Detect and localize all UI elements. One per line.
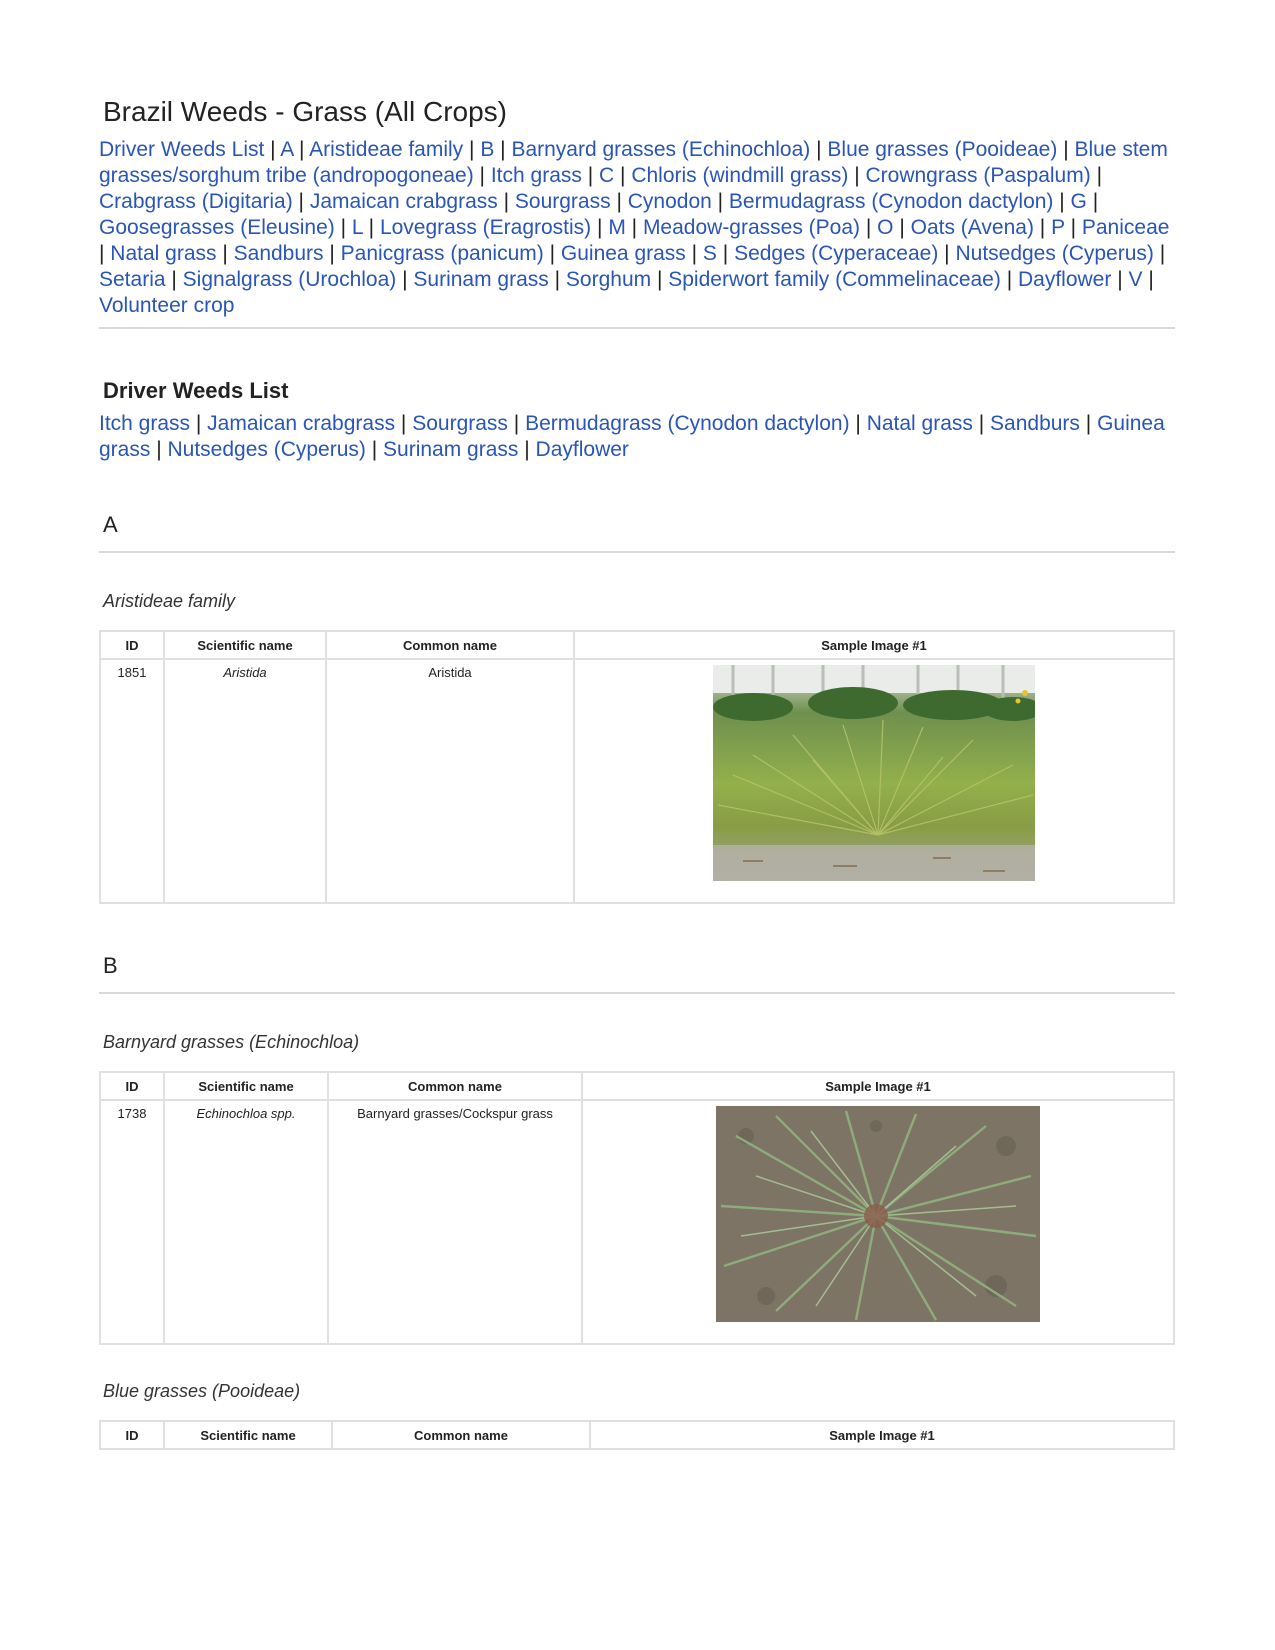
group-heading-blue-grasses: Blue grasses (Pooideae) — [103, 1381, 301, 1401]
link-separator: | — [893, 216, 911, 239]
weeds-table-barnyard — [99, 1071, 1175, 1345]
nav-link[interactable]: Itch grass — [99, 412, 196, 435]
column-header-common: Common name — [328, 1072, 582, 1100]
link-separator: | — [365, 438, 384, 461]
nav-link[interactable]: P — [1051, 216, 1065, 239]
section-nav — [99, 137, 1175, 319]
link-separator: | — [396, 268, 414, 291]
column-header-common: Common name — [332, 1421, 590, 1449]
nav-link[interactable]: Crowngrass (Paspalum) — [865, 164, 1091, 187]
link-separator: | — [1053, 190, 1071, 213]
page-title: Brazil Weeds - Grass (All Crops) — [103, 96, 508, 127]
echinochloa-photo[interactable] — [716, 1106, 1040, 1322]
link-separator: | — [507, 412, 526, 435]
nav-link[interactable]: Blue grasses (Pooideae) — [827, 138, 1058, 161]
nav-link[interactable]: Crabgrass (Digitaria) — [99, 190, 293, 213]
link-separator: | — [1090, 164, 1103, 187]
link-separator: | — [1142, 268, 1154, 291]
link-separator: | — [938, 242, 956, 265]
nav-link[interactable]: C — [599, 164, 615, 187]
section-letter-a: A — [103, 512, 118, 537]
nav-link[interactable]: Spiderwort family (Commelinaceae) — [668, 268, 1001, 291]
link-separator: | — [323, 242, 341, 265]
nav-link[interactable]: Cynodon — [627, 190, 712, 213]
nav-link[interactable]: M — [608, 216, 626, 239]
nav-link[interactable]: Guinea grass — [99, 412, 1165, 461]
link-separator: | — [497, 190, 515, 213]
link-separator: | — [587, 164, 600, 187]
nav-link[interactable]: Surinam grass — [413, 268, 549, 291]
nav-link[interactable]: V — [1128, 268, 1143, 291]
weeds-table-blue-grasses — [99, 1420, 1175, 1450]
link-separator: | — [473, 164, 491, 187]
nav-link[interactable]: Lovegrass (Eragrostis) — [379, 216, 592, 239]
link-separator: | — [848, 164, 866, 187]
cell-common-name: Barnyard grasses/Cockspur grass — [328, 1100, 582, 1344]
column-header-id: ID — [100, 1421, 164, 1449]
nav-link[interactable]: Dayflower — [535, 438, 629, 461]
column-header-common: Common name — [326, 631, 574, 659]
driver-weeds-links — [99, 411, 1175, 463]
nav-link[interactable]: Itch grass — [490, 164, 588, 187]
link-separator: | — [1057, 138, 1075, 161]
link-separator: | — [972, 412, 991, 435]
link-separator: | — [1064, 216, 1082, 239]
link-separator: | — [334, 216, 352, 239]
column-header-scientific: Scientific name — [164, 1072, 328, 1100]
link-separator: | — [165, 268, 183, 291]
nav-link[interactable]: Panicgrass (panicum) — [340, 242, 544, 265]
nav-link[interactable]: Aristideae family — [309, 138, 464, 161]
column-header-image: Sample Image #1 — [582, 1072, 1174, 1100]
nav-link[interactable]: Signalgrass (Urochloa) — [182, 268, 397, 291]
link-separator: | — [685, 242, 703, 265]
link-separator: | — [1086, 190, 1099, 213]
link-separator: | — [395, 412, 413, 435]
link-separator: | — [150, 438, 168, 461]
weeds-table-aristideae — [99, 630, 1175, 904]
link-separator: | — [651, 268, 669, 291]
column-header-image: Sample Image #1 — [590, 1421, 1174, 1449]
nav-link[interactable]: O — [877, 216, 894, 239]
driver-weeds-heading: Driver Weeds List — [103, 378, 289, 403]
link-separator: | — [810, 138, 828, 161]
cell-id: 1851 — [100, 659, 164, 903]
table-header-row — [100, 631, 1174, 659]
link-separator: | — [216, 242, 234, 265]
nav-link[interactable]: Setaria — [99, 268, 166, 291]
cell-scientific-name: Aristida — [164, 659, 326, 903]
link-separator: | — [463, 138, 481, 161]
section-letter-b: B — [103, 953, 118, 978]
link-separator: | — [293, 138, 310, 161]
column-header-id: ID — [100, 631, 164, 659]
nav-link[interactable]: Driver Weeds List — [99, 138, 265, 161]
nav-link[interactable]: Nutsedges (Cyperus) — [167, 438, 366, 461]
link-separator: | — [543, 242, 561, 265]
nav-link[interactable]: Nutsedges (Cyperus) — [955, 242, 1154, 265]
column-header-scientific: Scientific name — [164, 1421, 332, 1449]
nav-link[interactable]: Sourgrass — [514, 190, 611, 213]
nav-link[interactable]: Sorghum — [565, 268, 652, 291]
link-separator: | — [860, 216, 878, 239]
link-separator: | — [99, 242, 111, 265]
link-separator: | — [195, 412, 208, 435]
nav-link[interactable]: Natal grass — [866, 412, 973, 435]
group-heading-aristideae: Aristideae family — [103, 591, 236, 611]
link-separator: | — [711, 190, 729, 213]
link-separator: | — [362, 216, 380, 239]
table-row — [100, 1100, 1174, 1344]
cell-id: 1738 — [100, 1100, 164, 1344]
nav-link[interactable]: Meadow-grasses (Poa) — [642, 216, 861, 239]
nav-link[interactable]: Bermudagrass (Cynodon dactylon) — [525, 412, 850, 435]
nav-link[interactable]: Chloris (windmill grass) — [631, 164, 849, 187]
link-separator: | — [625, 216, 643, 239]
nav-link[interactable]: B — [480, 138, 495, 161]
content — [99, 95, 1175, 1450]
nav-link[interactable]: Natal grass — [110, 242, 217, 265]
nav-link[interactable]: Dayflower — [1017, 268, 1112, 291]
table-header-row — [100, 1072, 1174, 1100]
link-separator: | — [264, 138, 281, 161]
link-separator: | — [1153, 242, 1166, 265]
link-separator: | — [494, 138, 512, 161]
nav-link[interactable]: A — [280, 138, 294, 161]
nav-link[interactable]: Oats (Avena) — [910, 216, 1034, 239]
link-separator: | — [1033, 216, 1052, 239]
link-separator: | — [1000, 268, 1018, 291]
link-separator: | — [716, 242, 735, 265]
nav-link[interactable]: Sandburs — [233, 242, 324, 265]
link-separator: | — [518, 438, 536, 461]
cell-sample-image — [582, 1100, 1174, 1344]
nav-link[interactable]: Sedges (Cyperaceae) — [734, 242, 939, 265]
group-heading-barnyard: Barnyard grasses (Echinochloa) — [103, 1032, 360, 1052]
table-header-row — [100, 1421, 1174, 1449]
nav-link[interactable]: Guinea grass — [560, 242, 686, 265]
nav-link[interactable]: Paniceae — [1081, 216, 1170, 239]
aristida-photo[interactable] — [713, 665, 1035, 881]
link-separator: | — [591, 216, 609, 239]
nav-link[interactable]: Sourgrass — [412, 412, 508, 435]
link-separator: | — [292, 190, 310, 213]
nav-link[interactable]: Goosegrasses (Eleusine) — [99, 216, 335, 239]
link-separator: | — [548, 268, 566, 291]
link-separator: | — [610, 190, 628, 213]
nav-link[interactable]: Jamaican crabgrass — [207, 412, 396, 435]
table-row — [100, 659, 1174, 903]
link-separator: | — [849, 412, 867, 435]
nav-link[interactable]: G — [1070, 190, 1087, 213]
column-header-id: ID — [100, 1072, 164, 1100]
link-separator: | — [1079, 412, 1098, 435]
nav-link[interactable]: Sandburs — [990, 412, 1080, 435]
nav-link[interactable]: Surinam grass — [383, 438, 519, 461]
nav-link[interactable]: Barnyard grasses (Echinochloa) — [511, 138, 811, 161]
cell-sample-image — [574, 659, 1174, 903]
link-separator: | — [1111, 268, 1129, 291]
cell-common-name: Aristida — [326, 659, 574, 903]
nav-link[interactable]: L — [351, 216, 363, 239]
column-header-image: Sample Image #1 — [574, 631, 1174, 659]
nav-link[interactable]: S — [702, 242, 717, 265]
cell-scientific-name: Echinochloa spp. — [164, 1100, 328, 1344]
nav-link[interactable]: Volunteer crop — [99, 294, 235, 317]
nav-link[interactable]: Jamaican crabgrass — [309, 190, 498, 213]
column-header-scientific: Scientific name — [164, 631, 326, 659]
nav-link[interactable]: Bermudagrass (Cynodon dactylon) — [728, 190, 1054, 213]
nav-link[interactable]: Blue stem grasses/sorghum tribe (andropogoneae) — [99, 138, 1168, 187]
link-separator: | — [614, 164, 632, 187]
